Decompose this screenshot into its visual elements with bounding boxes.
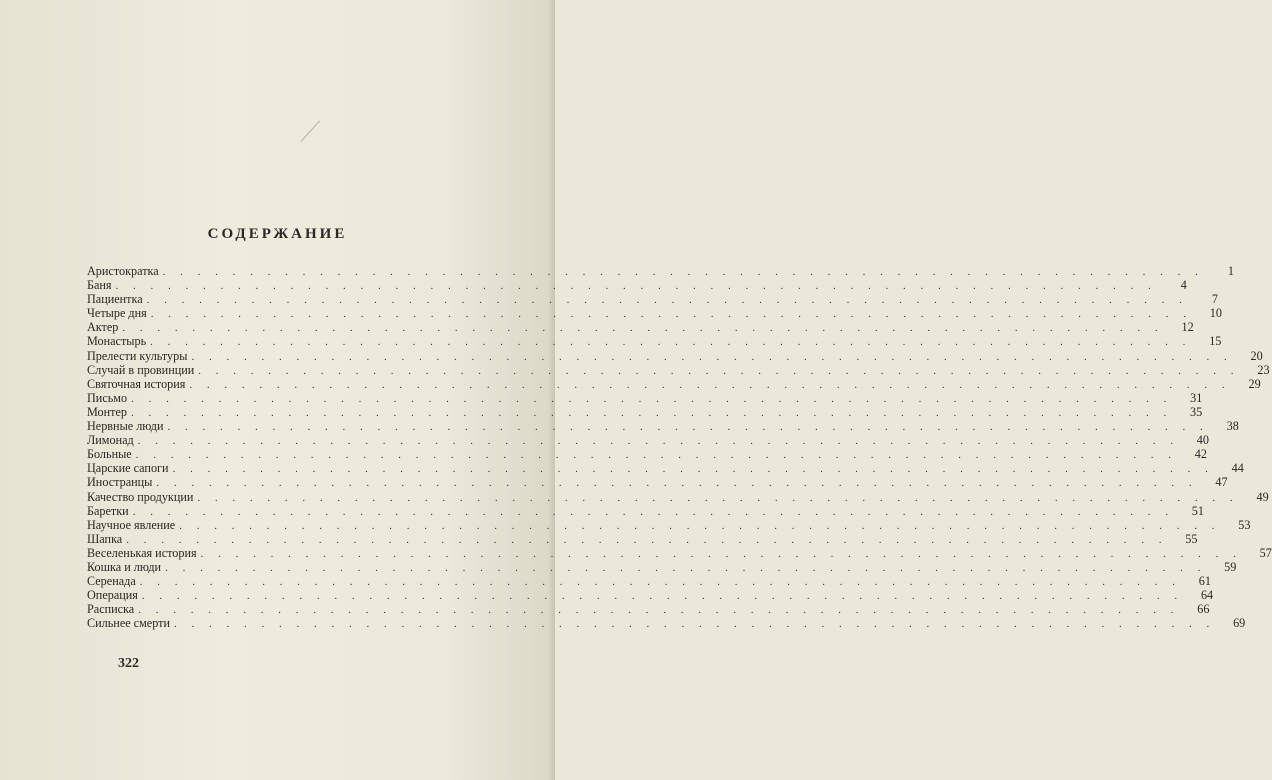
toc-entry-title: Монастырь	[87, 334, 147, 349]
toc-entry-title: Письмо	[87, 390, 128, 405]
toc-entry-title: Качество продукции	[87, 489, 194, 504]
toc-entry-page: 53	[1238, 517, 1251, 532]
toc-entry-title: Четыре дня	[87, 306, 147, 321]
toc-entry-title: Серенада	[87, 574, 136, 589]
toc-entry-title: Аристократка	[87, 264, 159, 278]
toc-entry-title: Лимонад	[87, 433, 134, 448]
toc-entry	[87, 489, 1269, 504]
toc-entry-title: Святочная история	[87, 376, 186, 391]
dot-leader: . . . . . . . . . . . . . . . . . . . . . . . . . . . . . . . . . . . . . . . . . . . . . . . . . . . . . . . . . . . .	[131, 392, 1173, 405]
toc-entry-page: 59	[1224, 559, 1237, 574]
dot-leader: . . . . . . . . . . . . . . . . . . . . . . . . . . . . . . . . . . . . . . . . . . . . . . . . . . . . . . . . . . . .	[126, 533, 1168, 546]
dot-leader: . . . . . . . . . . . . . . . . . . . . . . . . . . . . . . . . . . . . . . . . . . . . . . . . . . . . . . . . . . . .	[139, 576, 1181, 589]
toc-entry-page: 1	[1227, 264, 1234, 278]
toc-entry-page: 49	[1256, 489, 1269, 504]
dot-leader: . . . . . . . . . . . . . . . . . . . . . . . . . . . . . . . . . . . . . . . . . . . . . . . . . . . . . . . . . . . .	[137, 435, 1179, 448]
toc-entry	[87, 390, 1203, 405]
dot-leader: . . . . . . . . . . . . . . . . . . . . . . . . . . . . . . . . . . . . . . . . . . . . . . . . . . . . . . . . . . . .	[122, 322, 1164, 335]
dot-leader: . . . . . . . . . . . . . . . . . . . . . . . . . . . . . . . . . . . . . . . . . . . . . . . . . . . . . . . . . . . .	[130, 406, 1173, 419]
toc-entry	[87, 503, 1204, 518]
toc-entry-page: 23	[1257, 362, 1270, 377]
toc-entry-title: Пациентка	[87, 292, 143, 307]
toc-entry	[87, 545, 1272, 560]
toc-entry-page: 64	[1200, 588, 1214, 603]
toc-entry	[87, 433, 1209, 448]
toc-entry	[87, 292, 1218, 307]
dot-leader: . . . . . . . . . . . . . . . . . . . . . . . . . . . . . . . . . . . . . . . . . . . . . . . . . . . . . . . . . . . .	[138, 604, 1180, 617]
toc-entry	[87, 306, 1222, 321]
toc-entry-title: Веселенькая история	[87, 545, 197, 560]
dot-leader: . . . . . . . . . . . . . . . . . . . . . . . . . . . . . . . . . . . . . . . . . . . . . . . . . . . . . . . . . . . .	[172, 463, 1214, 476]
toc-entry-page: 69	[1233, 616, 1246, 631]
toc-entry	[87, 559, 1237, 574]
toc-entry	[87, 278, 1187, 293]
dot-leader: . . . . . . . . . . . . . . . . . . . . . . . . . . . . . . . . . . . . . . . . . . . . . . . . . . . . . . . . . . . .	[198, 364, 1240, 377]
dot-leader: . . . . . . . . . . . . . . . . . . . . . . . . . . . . . . . . . . . . . . . . . . . . . . . . . . . . . . . . . . . .	[135, 449, 1177, 462]
toc-entry	[87, 517, 1251, 532]
dot-leader: . . . . . . . . . . . . . . . . . . . . . . . . . . . . . . . . . . . . . . . . . . . . . . . . . . . . . . . . . . . .	[165, 561, 1207, 574]
pencil-mark	[301, 120, 320, 141]
toc-entry-page: 40	[1196, 433, 1209, 448]
toc-entry-title: Больные	[87, 447, 132, 462]
toc-entry-page: 15	[1209, 334, 1222, 349]
toc-entry	[87, 475, 1228, 490]
dot-leader: . . . . . . . . . . . . . . . . . . . . . . . . . . . . . . . . . . . . . . . . . . . . . . . . . . . . . . . . . . . .	[115, 280, 1157, 293]
toc-entry-page: 51	[1191, 503, 1204, 518]
toc-entry-page: 10	[1209, 306, 1222, 321]
toc-entry-page: 31	[1190, 390, 1203, 405]
table-of-contents	[87, 264, 1272, 631]
toc-entry-title: Кошка и люди	[87, 559, 162, 574]
toc-entry-title: Баня	[87, 278, 112, 293]
toc-entry-title: Сильнее смерти	[87, 616, 170, 631]
toc-entry	[87, 348, 1263, 363]
toc-entry-title: Шапка	[87, 531, 123, 546]
dot-leader: . . . . . . . . . . . . . . . . . . . . . . . . . . . . . . . . . . . . . . . . . . . . . . . . . . . . . . . . . . . .	[200, 547, 1242, 560]
dot-leader: . . . . . . . . . . . . . . . . . . . . . . . . . . . . . . . . . . . . . . . . . . . . . . . . . . . . . . . . . . . .	[167, 421, 1209, 434]
toc-entry-title: Монтер	[87, 404, 127, 419]
toc-entry-page: 61	[1198, 574, 1211, 589]
toc-entry-page: 38	[1226, 419, 1239, 434]
toc-heading: СОДЕРЖАНИЕ	[207, 226, 348, 242]
dot-leader: . . . . . . . . . . . . . . . . . . . . . . . . . . . . . . . . . . . . . . . . . . . . . . . . . . . . . . . . . . . .	[179, 519, 1221, 532]
toc-entry-page: 20	[1250, 348, 1263, 363]
toc-entry-page: 7	[1211, 292, 1218, 307]
toc-entry-page: 57	[1259, 545, 1272, 560]
toc-entry-title: Баретки	[87, 503, 129, 518]
toc-entry	[87, 320, 1194, 335]
toc-entry	[87, 461, 1244, 476]
toc-entry-page: 12	[1181, 320, 1194, 335]
toc-entry-title: Научное явление	[87, 517, 176, 532]
toc-entry	[87, 264, 1234, 278]
dot-leader: . . . . . . . . . . . . . . . . . . . . . . . . . . . . . . . . . . . . . . . . . . . . . . . . . . . . . . . . . . . .	[156, 477, 1198, 490]
dot-leader: . . . . . . . . . . . . . . . . . . . . . . . . . . . . . . . . . . . . . . . . . . . . . . . . . . . . . . . . . . . .	[174, 618, 1216, 631]
toc-entry-page: 44	[1231, 461, 1244, 476]
toc-entry-page: 66	[1197, 602, 1210, 617]
toc-entry	[87, 574, 1211, 589]
toc-entry	[87, 616, 1246, 631]
toc-entry-page: 55	[1185, 531, 1198, 546]
toc-entry-page: 42	[1194, 447, 1207, 462]
toc-entry-title: Случай в провинции	[87, 362, 195, 377]
dot-leader: . . . . . . . . . . . . . . . . . . . . . . . . . . . . . . . . . . . . . . . . . . . . . . . . . . . . . . . . . . . .	[197, 491, 1239, 504]
toc-entry	[87, 404, 1203, 419]
toc-entry	[87, 531, 1198, 546]
dot-leader: . . . . . . . . . . . . . . . . . . . . . . . . . . . . . . . . . . . . . . . . . . . . . . . . . . . . . . . . . . . .	[132, 505, 1174, 518]
toc-entry	[87, 588, 1214, 603]
toc-entry-title: Царские сапоги	[87, 461, 169, 476]
dot-leader: . . . . . . . . . . . . . . . . . . . . . . . . . . . . . . . . . . . . . . . . . . . . . . . . . . . . . . . . . . . .	[191, 350, 1233, 363]
toc-entry	[87, 376, 1261, 391]
dot-leader: . . . . . . . . . . . . . . . . . . . . . . . . . . . . . . . . . . . . . . . . . . . . . . . . . . . . . . . . . . . .	[162, 266, 1204, 278]
page-number: 322	[118, 656, 139, 671]
toc-entry-page: 29	[1248, 376, 1261, 391]
dot-leader: . . . . . . . . . . . . . . . . . . . . . . . . . . . . . . . . . . . . . . . . . . . . . . . . . . . . . . . . . . . .	[150, 336, 1192, 349]
dot-leader: . . . . . . . . . . . . . . . . . . . . . . . . . . . . . . . . . . . . . . . . . . . . . . . . . . . . . . . . . . . .	[189, 378, 1231, 391]
dot-leader: . . . . . . . . . . . . . . . . . . . . . . . . . . . . . . . . . . . . . . . . . . . . . . . . . . . . . . . . . . . .	[141, 590, 1184, 603]
toc-entry-title: Иностранцы	[87, 475, 153, 490]
toc-entry	[87, 447, 1207, 462]
toc-entry-page: 4	[1180, 278, 1187, 293]
toc-entry	[87, 602, 1210, 617]
dot-leader: . . . . . . . . . . . . . . . . . . . . . . . . . . . . . . . . . . . . . . . . . . . . . . . . . . . . . . . . . . . .	[146, 294, 1188, 307]
toc-entry	[87, 334, 1222, 349]
toc-entry-page: 47	[1215, 475, 1228, 490]
toc-entry	[87, 362, 1270, 377]
toc-entry-title: Прелести культуры	[87, 348, 188, 363]
toc-entry-title: Нервные люди	[87, 419, 164, 434]
toc-entry-title: Актер	[87, 320, 119, 335]
toc-entry-title: Расписка	[87, 602, 135, 617]
toc-entry-page: 35	[1190, 404, 1203, 419]
toc-entry-title: Операция	[87, 588, 138, 603]
toc-entry	[87, 419, 1239, 434]
dot-leader: . . . . . . . . . . . . . . . . . . . . . . . . . . . . . . . . . . . . . . . . . . . . . . . . . . . . . . . . . . . .	[150, 308, 1192, 321]
